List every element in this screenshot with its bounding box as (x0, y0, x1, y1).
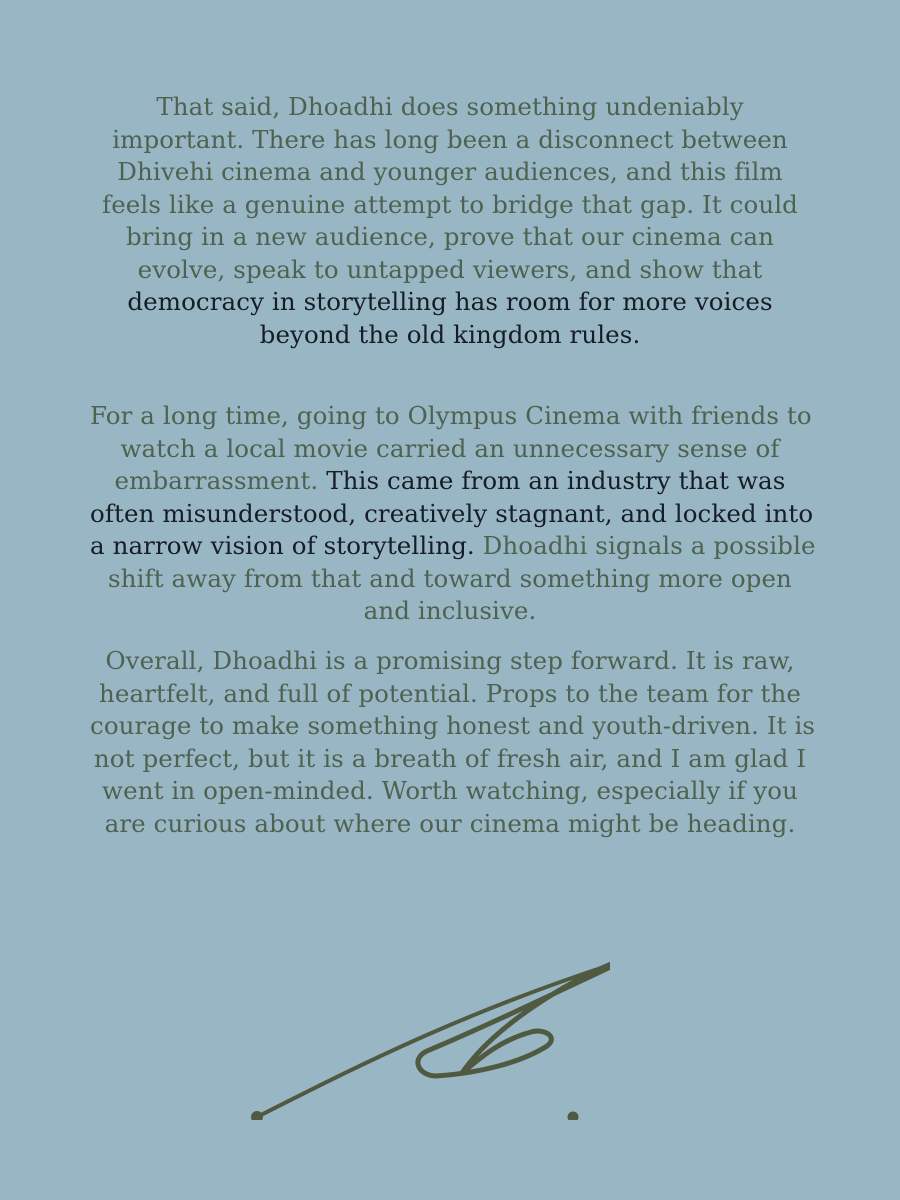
paragraph-3 (90, 645, 816, 840)
paragraph-1-line-3: Dhivehi cinema and younger audiences, and this film (117, 157, 783, 186)
paragraph-2-line-4: often misunderstood, creatively stagnant, and locked into (90, 498, 814, 528)
paragraph-2-line-5-muted: Dhoadhi signals a possible (482, 531, 816, 560)
paragraph-3-line-1: Overall, Dhoadhi is a promising step forward. It is raw, (105, 646, 795, 675)
paragraph-1-line-2: important. There has long been a disconnect between (112, 124, 788, 154)
paragraph-2-line-3-dark: This came from an industry that was (326, 466, 786, 495)
paragraph-2-line-3 (90, 465, 810, 498)
paragraph-3-line-2: heartfelt, and full of potential. Props to the team for the (99, 678, 801, 708)
signature-icon (230, 930, 610, 1120)
paragraph-2-line-7: and inclusive. (363, 596, 537, 625)
paragraph-2-line-5-dark: a narrow vision of storytelling. (90, 531, 475, 560)
paragraph-2-line-3-muted: embarrassment. (114, 466, 319, 495)
paragraph-1-line-6: evolve, speak to untapped viewers, and show that (137, 254, 763, 284)
paragraph-3-line-3: courage to make something honest and youth-driven. It is (90, 711, 816, 740)
paragraph-3-line-4: not perfect, but it is a breath of fresh air, and I am glad I (93, 743, 807, 773)
paragraph-2-line-5 (90, 530, 816, 563)
paragraph-1 (90, 91, 810, 351)
paragraph-2-line-1: For a long time, going to Olympus Cinema with friends to (90, 401, 812, 430)
paragraph-1-line-1: That said, Dhoadhi does something undeniably (156, 92, 744, 121)
paragraph-3-line-5: went in open-minded. Worth watching, especially if you (102, 776, 798, 805)
paragraph-2-line-2: watch a local movie carried an unnecessary sense of (120, 433, 780, 463)
paragraph-2-line-6: shift away from that and toward something more open (108, 563, 792, 593)
paragraph-1-line-5: bring in a new audience, prove that our cinema can (125, 222, 775, 251)
paragraph-3-line-6: are curious about where our cinema might be heading. (104, 808, 796, 838)
paragraph-1-line-8: beyond the old kingdom rules. (259, 319, 641, 349)
paragraph-1-line-4: feels like a genuine attempt to bridge that gap. It could (102, 189, 798, 219)
paragraph-1-line-7: democracy in storytelling has room for more voices (127, 287, 773, 316)
paragraph-2 (90, 400, 816, 628)
